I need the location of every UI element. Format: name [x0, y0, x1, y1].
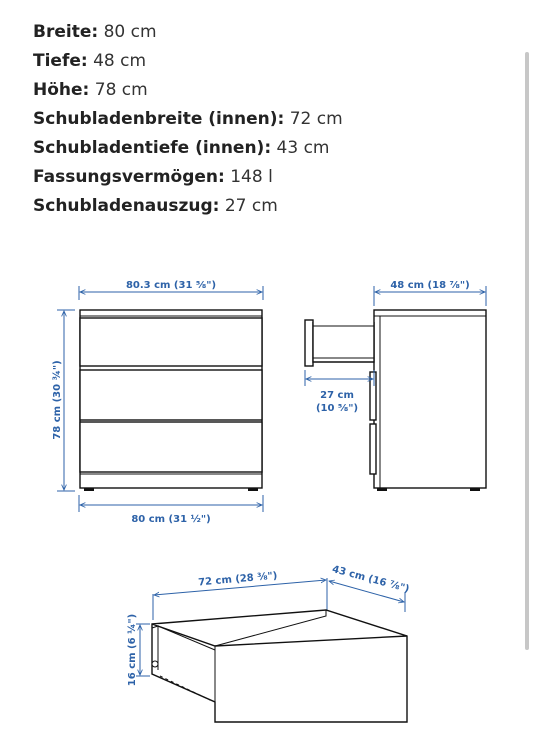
spec-value: 72 cm — [289, 109, 343, 129]
spec-value: 148 l — [230, 167, 273, 187]
spec-value: 48 cm — [93, 51, 147, 71]
front-width-bottom-label: 80 cm (31 ½") — [131, 514, 211, 525]
front-view — [52, 280, 263, 525]
spec-label: Fassungsvermögen: — [33, 167, 225, 187]
spec-label: Höhe: — [33, 80, 90, 100]
spec-value: 78 cm — [94, 80, 148, 100]
spec-label: Schubladenbreite (innen): — [33, 109, 285, 129]
side-depth-label: 48 cm (18 ⅞") — [390, 280, 470, 291]
drawer-depth-label: 43 cm (16 ⅞") — [330, 564, 411, 596]
spec-label: Schubladentiefe (innen): — [33, 138, 272, 158]
front-width-top-label: 80.3 cm (31 ⅝") — [125, 280, 217, 291]
spec-label: Breite: — [33, 22, 99, 42]
drawer-view — [126, 564, 410, 722]
extension-cm-label: 27 cm — [320, 390, 354, 401]
spec-value: 43 cm — [276, 138, 330, 158]
extension-in-label: (10 ⅝") — [315, 403, 359, 414]
drawer-height-label: 16 cm (6 ¼") — [127, 613, 138, 687]
side-view — [305, 280, 486, 491]
spec-value: 80 cm — [103, 22, 157, 42]
spec-value: 27 cm — [224, 196, 278, 216]
spec-label: Tiefe: — [33, 51, 88, 71]
spec-label: Schubladenauszug: — [33, 196, 220, 216]
drawer-width-label: 72 cm (28 ⅜") — [197, 570, 278, 589]
front-height-label: 78 cm (30 ¾") — [52, 360, 63, 440]
